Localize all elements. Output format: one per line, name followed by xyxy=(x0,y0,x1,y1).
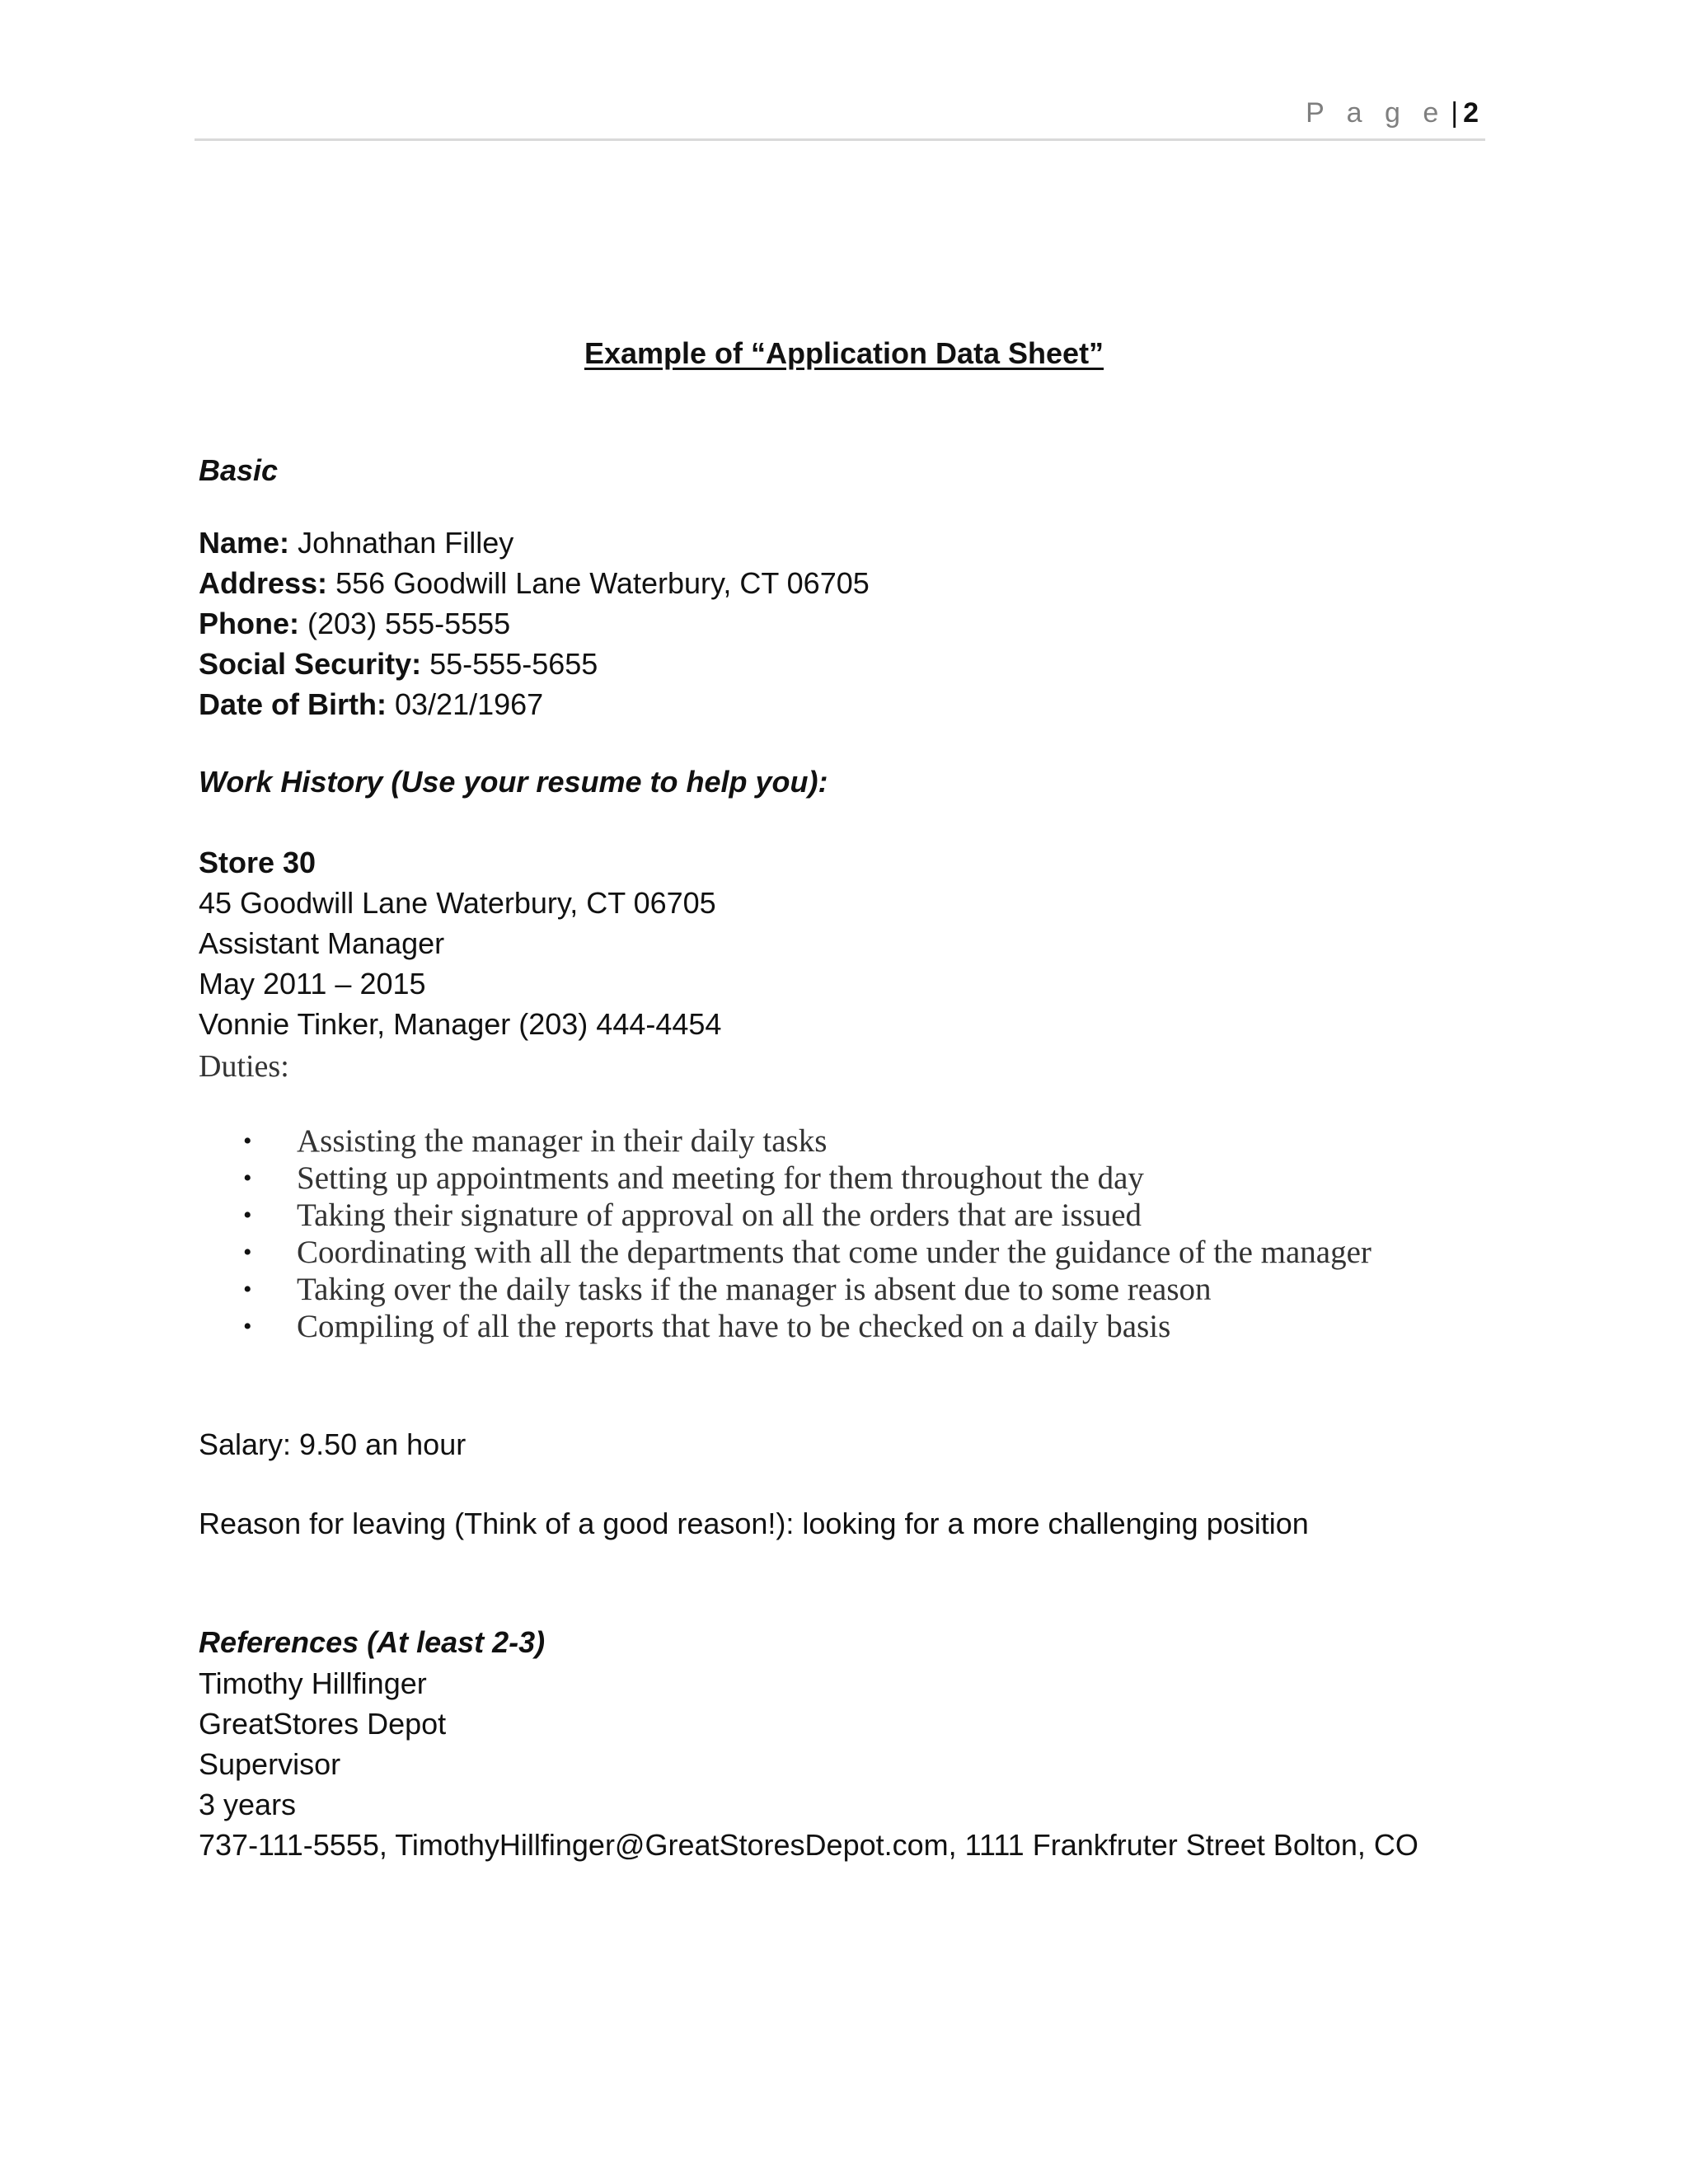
reference-block xyxy=(199,1663,1418,1865)
bullet-icon: • xyxy=(243,1239,252,1266)
reason-for-leaving: Reason for leaving (Think of a good reason!): looking for a more challenging position xyxy=(199,1507,1309,1540)
page-separator: | xyxy=(1451,97,1459,129)
page-header xyxy=(195,97,1485,141)
page-number-label xyxy=(1306,97,1479,129)
work-history-heading: Work History (Use your resume to help you): xyxy=(199,765,828,799)
employer-address: 45 Goodwill Lane Waterbury, CT 06705 xyxy=(199,886,716,920)
basic-fields xyxy=(199,523,870,724)
position-title: Assistant Manager xyxy=(199,926,445,960)
dob-field xyxy=(199,684,870,724)
ssn-field xyxy=(199,644,870,684)
address-label: Address: xyxy=(199,566,328,600)
reference-name: Timothy Hillfinger xyxy=(199,1666,427,1700)
page-number: 2 xyxy=(1463,97,1479,129)
list-item: • Assisting the manager in their daily tasks xyxy=(243,1123,828,1159)
dob-value: 03/21/1967 xyxy=(395,687,544,721)
bullet-icon: • xyxy=(243,1313,252,1340)
address-field xyxy=(199,563,870,603)
list-item: • Coordinating with all the departments that come under the guidance of the manager xyxy=(243,1235,1372,1270)
employment-dates: May 2011 – 2015 xyxy=(199,967,426,1001)
document-title: Example of “Application Data Sheet” xyxy=(584,336,1104,370)
supervisor-contact: Vonnie Tinker, Manager (203) 444-4454 xyxy=(199,1007,722,1041)
phone-value: (203) 555-5555 xyxy=(307,607,511,640)
address-value: 556 Goodwill Lane Waterbury, CT 06705 xyxy=(335,566,870,600)
reference-company: GreatStores Depot xyxy=(199,1707,447,1741)
list-item: • Taking their signature of approval on all the orders that are issued xyxy=(243,1197,1142,1233)
list-item: • Taking over the daily tasks if the manager is absent due to some reason xyxy=(243,1272,1212,1307)
duties-label: Duties: xyxy=(199,1049,289,1084)
bullet-icon: • xyxy=(243,1127,252,1155)
page-word: P a g e xyxy=(1306,97,1447,129)
ssn-value: 55-555-5655 xyxy=(429,647,598,681)
employer-name: Store 30 xyxy=(199,846,316,879)
dob-label: Date of Birth: xyxy=(199,687,387,721)
basic-heading: Basic xyxy=(199,453,279,487)
bullet-icon: • xyxy=(243,1202,252,1229)
name-field xyxy=(199,523,870,563)
list-item: • Setting up appointments and meeting for them throughout the day xyxy=(243,1160,1144,1196)
salary-line: Salary: 9.50 an hour xyxy=(199,1427,467,1461)
bullet-icon: • xyxy=(243,1165,252,1192)
ssn-label: Social Security: xyxy=(199,647,422,681)
phone-field xyxy=(199,603,870,644)
name-label: Name: xyxy=(199,526,290,560)
reference-duration: 3 years xyxy=(199,1788,297,1821)
phone-label: Phone: xyxy=(199,607,299,640)
employer-block xyxy=(199,842,721,1044)
reference-title: Supervisor xyxy=(199,1747,341,1781)
references-heading: References (At least 2-3) xyxy=(199,1625,546,1659)
list-item: • Compiling of all the reports that have to be checked on a daily basis xyxy=(243,1309,1171,1344)
reference-contact: 737-111-5555, TimothyHillfinger@GreatStoresDepot.com, 1111 Frankfruter Street Bolton, CO xyxy=(199,1828,1418,1862)
name-value: Johnathan Filley xyxy=(298,526,514,560)
duties-list xyxy=(243,1122,1438,1345)
bullet-icon: • xyxy=(243,1276,252,1303)
